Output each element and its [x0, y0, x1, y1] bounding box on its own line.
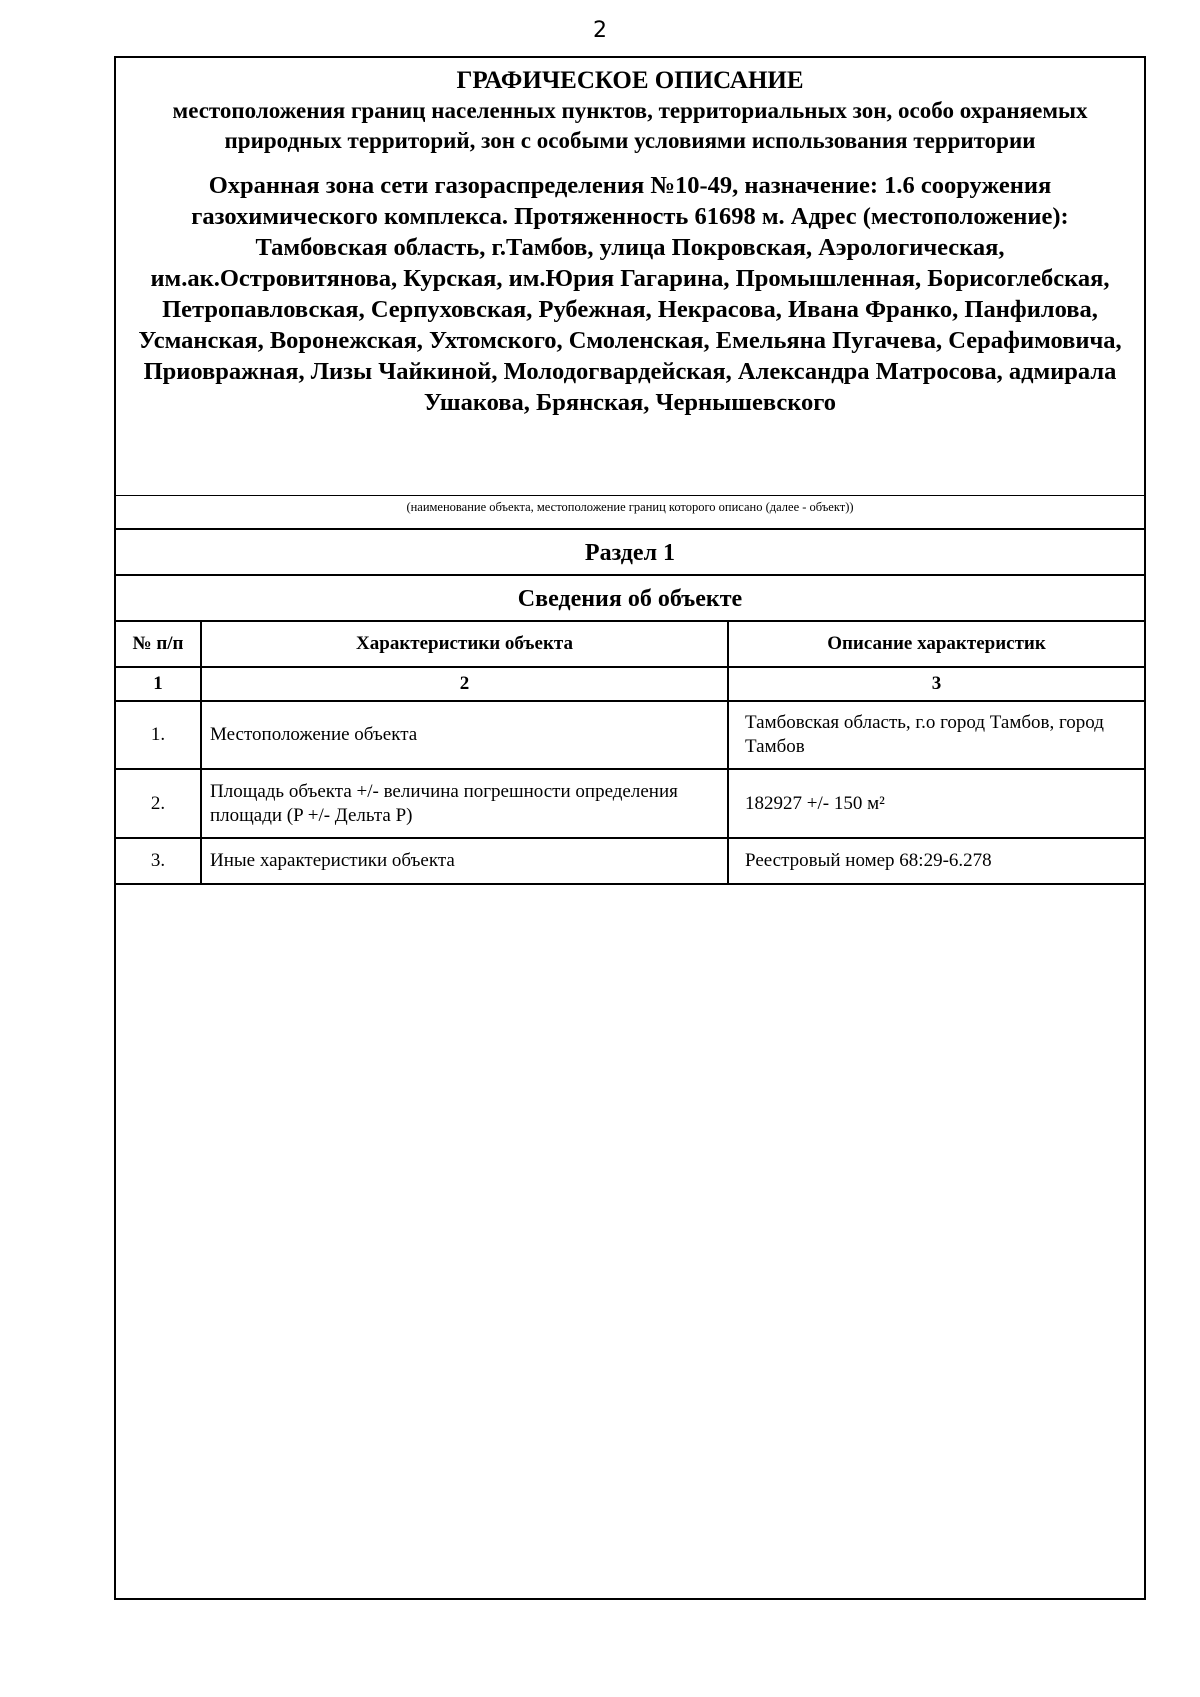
row-characteristic: Местоположение объекта: [202, 702, 729, 768]
table-row: [116, 839, 1144, 885]
row-description: [729, 702, 1144, 768]
row-number: 3.: [116, 839, 202, 883]
row-number: 2.: [116, 770, 202, 837]
row-description: [729, 839, 1144, 883]
table-row: [116, 702, 1144, 770]
object-caption: (наименование объекта, местоположение границ которого описано (далее - объект)): [116, 496, 1144, 530]
column-number: 2: [202, 668, 729, 700]
document-subtitle: местоположения границ населенных пунктов, территориальных зон, особо охраняемых природных территорий, зон с особыми условиями использования территории: [172, 98, 1088, 153]
column-number: 3: [931, 673, 942, 694]
row-description-text: 182927 +/- 150 м²: [745, 792, 885, 814]
table-row: [116, 770, 1144, 839]
section-title: Сведения об объекте: [116, 576, 1144, 622]
document-title: ГРАФИЧЕСКОЕ ОПИСАНИЕ: [456, 67, 804, 94]
section-label: Раздел 1: [116, 530, 1144, 576]
row-description-text: Тамбовская область, г.о город Тамбов, город Тамбов: [745, 712, 1104, 757]
table-column-numbers-row: [116, 668, 1144, 702]
header-characteristic: Характеристики объекта: [202, 622, 729, 666]
row-description: [729, 770, 1144, 837]
row-characteristic: Иные характеристики объекта: [202, 839, 729, 883]
object-name: Охранная зона сети газораспределения №10-49, назначение: 1.6 сооружения газохимического комплекса. Протяженность 61698 м. Адрес (местоположение): Тамбовская область, г.Тамбов, улица Покровская, Аэрологическая, им.ак.Островитянова, Курская, им.Юрия Гагарина, Промышленная, Борисоглебская, Петропавловская, Серпуховская, Рубежная, Некрасова, Ивана Франко, Панфилова, Усманская, Воронежская, Ухтомского, Смоленская, Емельяна Пугачева, Серафимовича, Приовражная, Лизы Чайкиной, Молодогвардейская, Александра Матросова, адмирала Ушакова, Брянская, Чернышевского: [138, 172, 1122, 416]
page-number: 2: [593, 18, 607, 43]
header-num: № п/п: [116, 622, 202, 666]
row-number: 1.: [116, 702, 202, 768]
row-description-text: Реестровый номер 68:29-6.278: [745, 850, 992, 871]
row-characteristic: Площадь объекта +/- величина погрешности определения площади (P +/- Дельта P): [202, 770, 729, 837]
document-header: [116, 58, 1144, 496]
document-frame: [114, 56, 1146, 1600]
header-description: Описание характеристик: [827, 633, 1046, 654]
table-header-row: [116, 622, 1144, 668]
column-number: 1: [116, 668, 202, 700]
